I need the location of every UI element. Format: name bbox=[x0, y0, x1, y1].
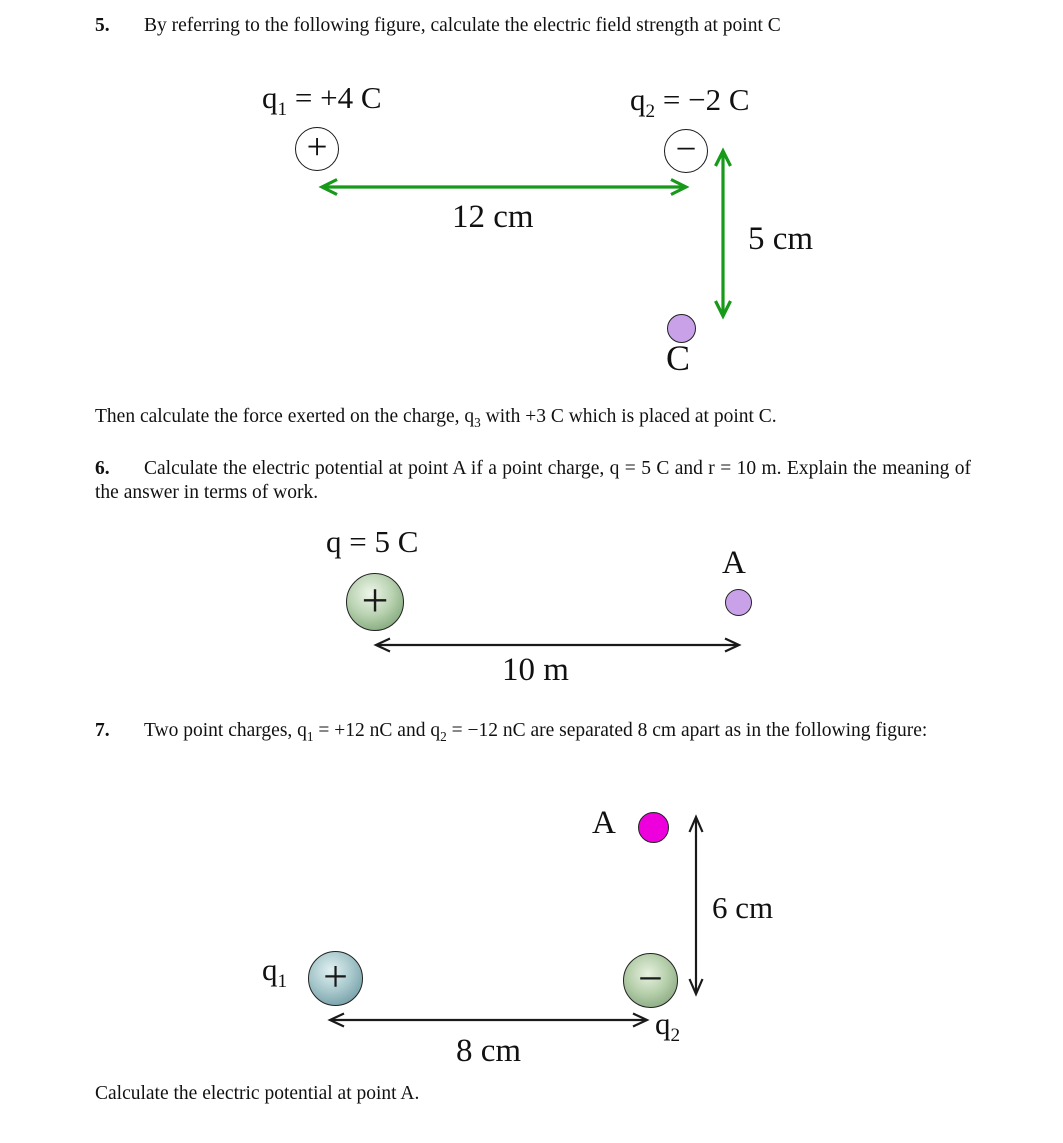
fig6-point-a-dot bbox=[725, 589, 752, 616]
problem-7-followup: Calculate the electric potential at point A. bbox=[95, 1083, 420, 1104]
fig7-q1-label: $q_1$ bbox=[262, 952, 288, 993]
fig6-charge-sphere: + bbox=[346, 573, 404, 631]
fig5-12cm-arrow bbox=[322, 180, 686, 195]
fig7-q1-charge-sphere: + bbox=[308, 951, 363, 1006]
fig6-distance-label: 10 m bbox=[502, 652, 569, 688]
fig7-distance-horizontal-label: 8 cm bbox=[456, 1033, 522, 1069]
fig5-distance-horizontal-label: 12 cm bbox=[452, 199, 534, 235]
fig7-q2-charge-sphere: − bbox=[623, 953, 678, 1008]
fig7-point-a-label: A bbox=[592, 805, 616, 841]
problem-7-number: 7. bbox=[95, 720, 110, 741]
fig7-q2-label: $q_2$ bbox=[655, 1006, 681, 1047]
fig5-q1-label: $q_1 = +4$ C bbox=[262, 80, 382, 121]
fig7-6cm-arrow bbox=[690, 817, 703, 994]
fig6-charge-label: q = 5 C bbox=[326, 524, 419, 559]
problem-5-statement bbox=[95, 14, 971, 38]
problem-5-number: 5. bbox=[95, 15, 110, 36]
problem-5-text: By referring to the following figure, calculate the electric field strength at point C bbox=[144, 15, 781, 36]
problem-5-followup: Then calculate the force exerted on the charge, $q_3$ with +3 C which is placed at point C. bbox=[95, 406, 777, 430]
problem-6-statement bbox=[95, 457, 971, 504]
problem-6-number: 6. bbox=[95, 458, 110, 479]
fig5-q2-charge-circle: − bbox=[664, 129, 708, 173]
fig5-point-c-label: C bbox=[666, 338, 691, 378]
fig7-distance-vertical-label: 6 cm bbox=[712, 890, 774, 925]
problem-6-text: Calculate the electric potential at point A if a point charge, q = 5 C and r = 10 m. Explain the meaning of the answer in terms of work. bbox=[95, 458, 971, 503]
problem-7-statement: 7. Two point charges, $q_1 = +12$ nC and $q_2 = -12$ nC are separated 8 cm apart as in the following figure: bbox=[95, 720, 928, 744]
fig7-8cm-arrow bbox=[330, 1014, 647, 1027]
fig5-q1-charge-circle: + bbox=[295, 127, 339, 171]
fig6-10m-arrow bbox=[376, 639, 739, 652]
fig7-point-a-dot bbox=[638, 812, 669, 843]
fig5-5cm-arrow bbox=[716, 151, 731, 316]
fig5-q2-label: $q_2 = -2$ C bbox=[630, 82, 750, 123]
fig6-point-a-label: A bbox=[722, 545, 746, 581]
fig5-distance-vertical-label: 5 cm bbox=[748, 221, 814, 257]
